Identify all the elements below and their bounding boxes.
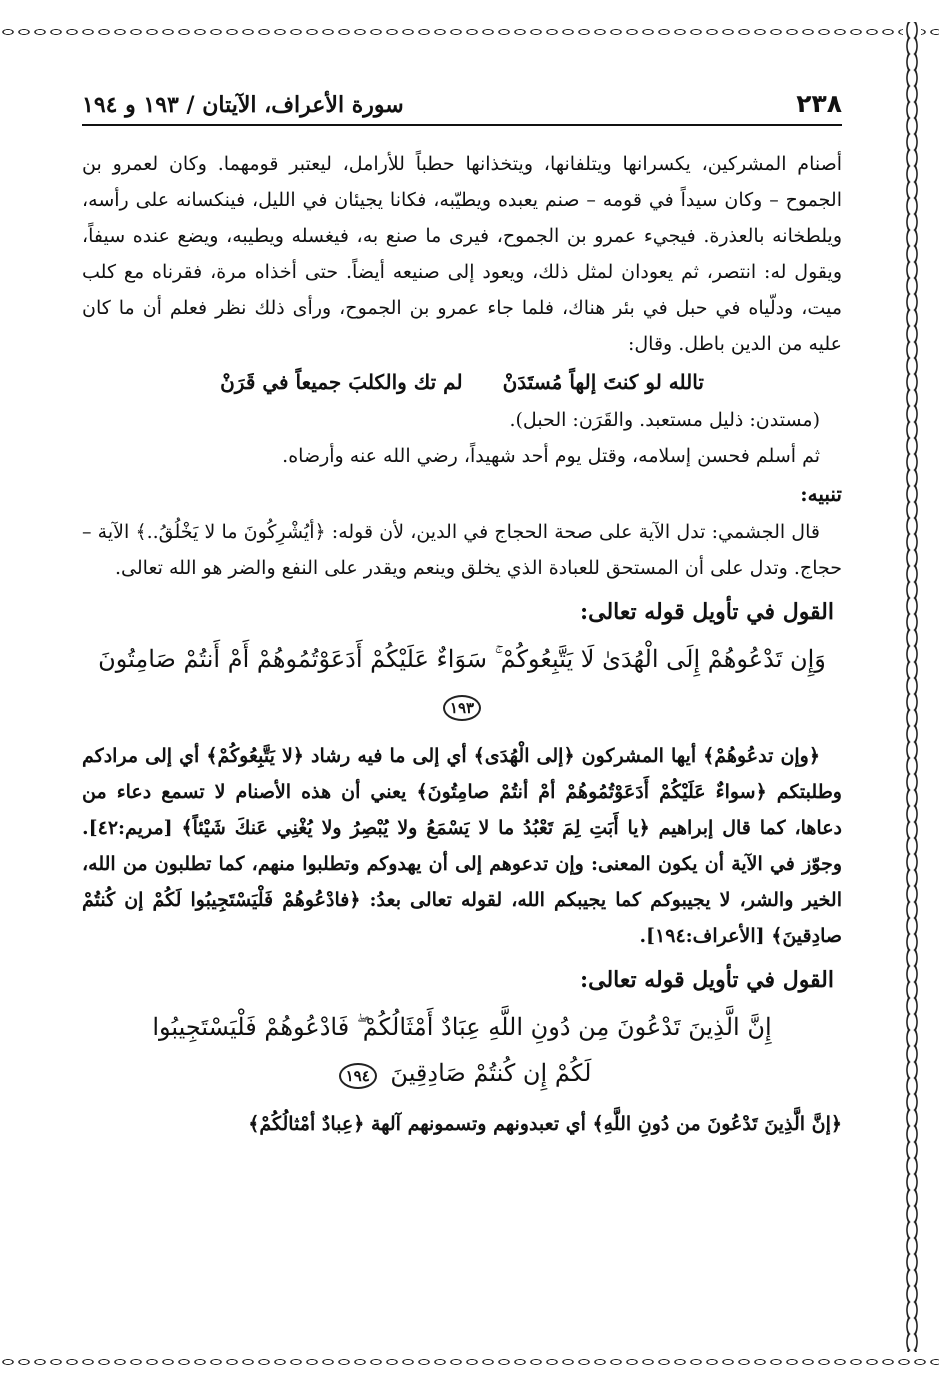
verse-hemistich-1: تالله لو كنتَ إلهاً مُستَدَنْ: [502, 370, 704, 394]
paragraph-5: ﴿إنَّ الَّذِينَ تَدْعُونَ من دُونِ اللَّهِ﴾ أي تعبدونهم وتسمونهم آلهة ﴿عِبادٌ أمْثالُكُمْ﴾: [248, 1113, 842, 1135]
paragraph-4: ﴿وإن تدعُوهُمْ﴾ أيها المشركون ﴿إلى الْهُدَى﴾ أي إلى ما فيه رشاد ﴿لا يَتَّبِعُوكُمْ﴾ أي إلى مرادكم وطلبتكم ﴿سواءٌ عَلَيْكُمْ أَدَعَوْتُمُوهُمْ أمْ أنتُمْ صامِتُونَ﴾ يعني أن هذه الأصنام لا تسمع دعاء من دعاها، كما قال إبراهيم ﴿يا أَبَتِ لِمَ تَعْبُدُ ما لا يَسْمَعُ ولا يُبْصِرُ ولا يُغْنِي عَنكَ شَيْئاً﴾ [مريم:٤٢]. وجوّز في الآية أن يكون المعنى: وإن تدعوهم إلى أن يهدوكم وتطلبوا منهم، كما تطلبون من الله، الخير والشر، لا يجيبوكم كما يجيبكم الله، لقوله تعالى بعدُ: ﴿فادْعُوهُمْ فَلْيَسْتَجِيبُوا لَكُمْ إن كُنتُمْ صادِقينَ﴾ [الأعراف:١٩٤].: [82, 745, 842, 947]
section-heading-194: القول في تأويل قوله تعالى:: [580, 967, 834, 993]
paragraph-1: أصنام المشركين، يكسرانها ويتلفانها، ويتخذانها حطباً للأرامل، ليعتبر قومهما. وكان لعمرو بن الجموح – وكان سيداً في قومه – صنم يعبده ويطيّبه، فكانا يجيئان في الليل، فينكسانه على رأسه، ويلطخانه بالعذرة. فيجيء عمرو بن الجموح، فيرى ما صنع به، فيغسله ويطيبه، ويضع عنده سيفاً، ويقول له: انتصر، ثم يعودان لمثل ذلك، ويعود إلى صنيعه أيضاً. حتى أخذاه مرة، فقرناه مع كلب ميت، ودلّياه في حبل في بئر هناك، فلما جاء عمرو بن الجموح، ورأى ذلك نظر فعلم أن ما كان عليه من الدين باطل. وقال:: [82, 153, 842, 355]
poetry-verse: [82, 364, 842, 400]
section-heading-193: القول في تأويل قوله تعالى:: [580, 599, 834, 625]
page-body: [82, 146, 842, 1142]
quran-text-194-line-2: لَكُمْ إِن كُنتُمْ صَادِقِينَ: [390, 1059, 592, 1087]
decorative-border-bottom: [0, 1352, 939, 1372]
quran-text-194-line-1: إِنَّ الَّذِينَ تَدْعُونَ مِن دُونِ اللَّهِ عِبَادٌ أَمْثَالُكُمْ ۖ فَادْعُوهُمْ فَلْيَسْتَجِيبُوا: [152, 1013, 772, 1041]
verse-note: (مستدن: ذليل مستعبد. والقَرَن: الحبل).: [509, 409, 820, 431]
running-title: سورة الأعراف، الآيتان / ١٩٣ و ١٩٤: [82, 92, 404, 118]
book-page: [82, 78, 842, 1142]
page-number: ٢٣٨: [796, 89, 842, 118]
tanbih-heading: تنبيه:: [800, 482, 842, 506]
paragraph-3: قال الجشمي: تدل الآية على صحة الحجاج في الدين، لأن قوله: ﴿أيُشْرِكُونَ ما لا يَخْلُقُ..﴾ الآية – حجاج. وتدل على أن المستحق للعبادة الذي يخلق وينعم ويقدر على النفع والضر هو الله تعالى.: [82, 521, 842, 579]
ayah-number-marker: ١٩٣: [443, 695, 481, 721]
verse-hemistich-2: لم تك والكلبَ جميعاً في قَرَنْ: [220, 370, 463, 394]
decorative-border-right: [903, 22, 921, 1372]
page-header: [82, 78, 842, 126]
decorative-border-top: [0, 22, 939, 42]
quran-verse-193: [82, 636, 842, 728]
quran-text-193: وَإِن تَدْعُوهُمْ إِلَى الْهُدَىٰ لَا يَتَّبِعُوكُمْ ۚ سَوَاءٌ عَلَيْكُمْ أَدَعَوْتُمُوهُمْ أَمْ أَنتُمْ صَامِتُونَ: [98, 645, 826, 673]
quran-verse-194: [82, 1004, 842, 1096]
ayah-number-marker: ١٩٤: [339, 1063, 377, 1089]
paragraph-2: ثم أسلم فحسن إسلامه، وقتل يوم أحد شهيداً، رضي الله عنه وأرضاه.: [282, 445, 820, 467]
